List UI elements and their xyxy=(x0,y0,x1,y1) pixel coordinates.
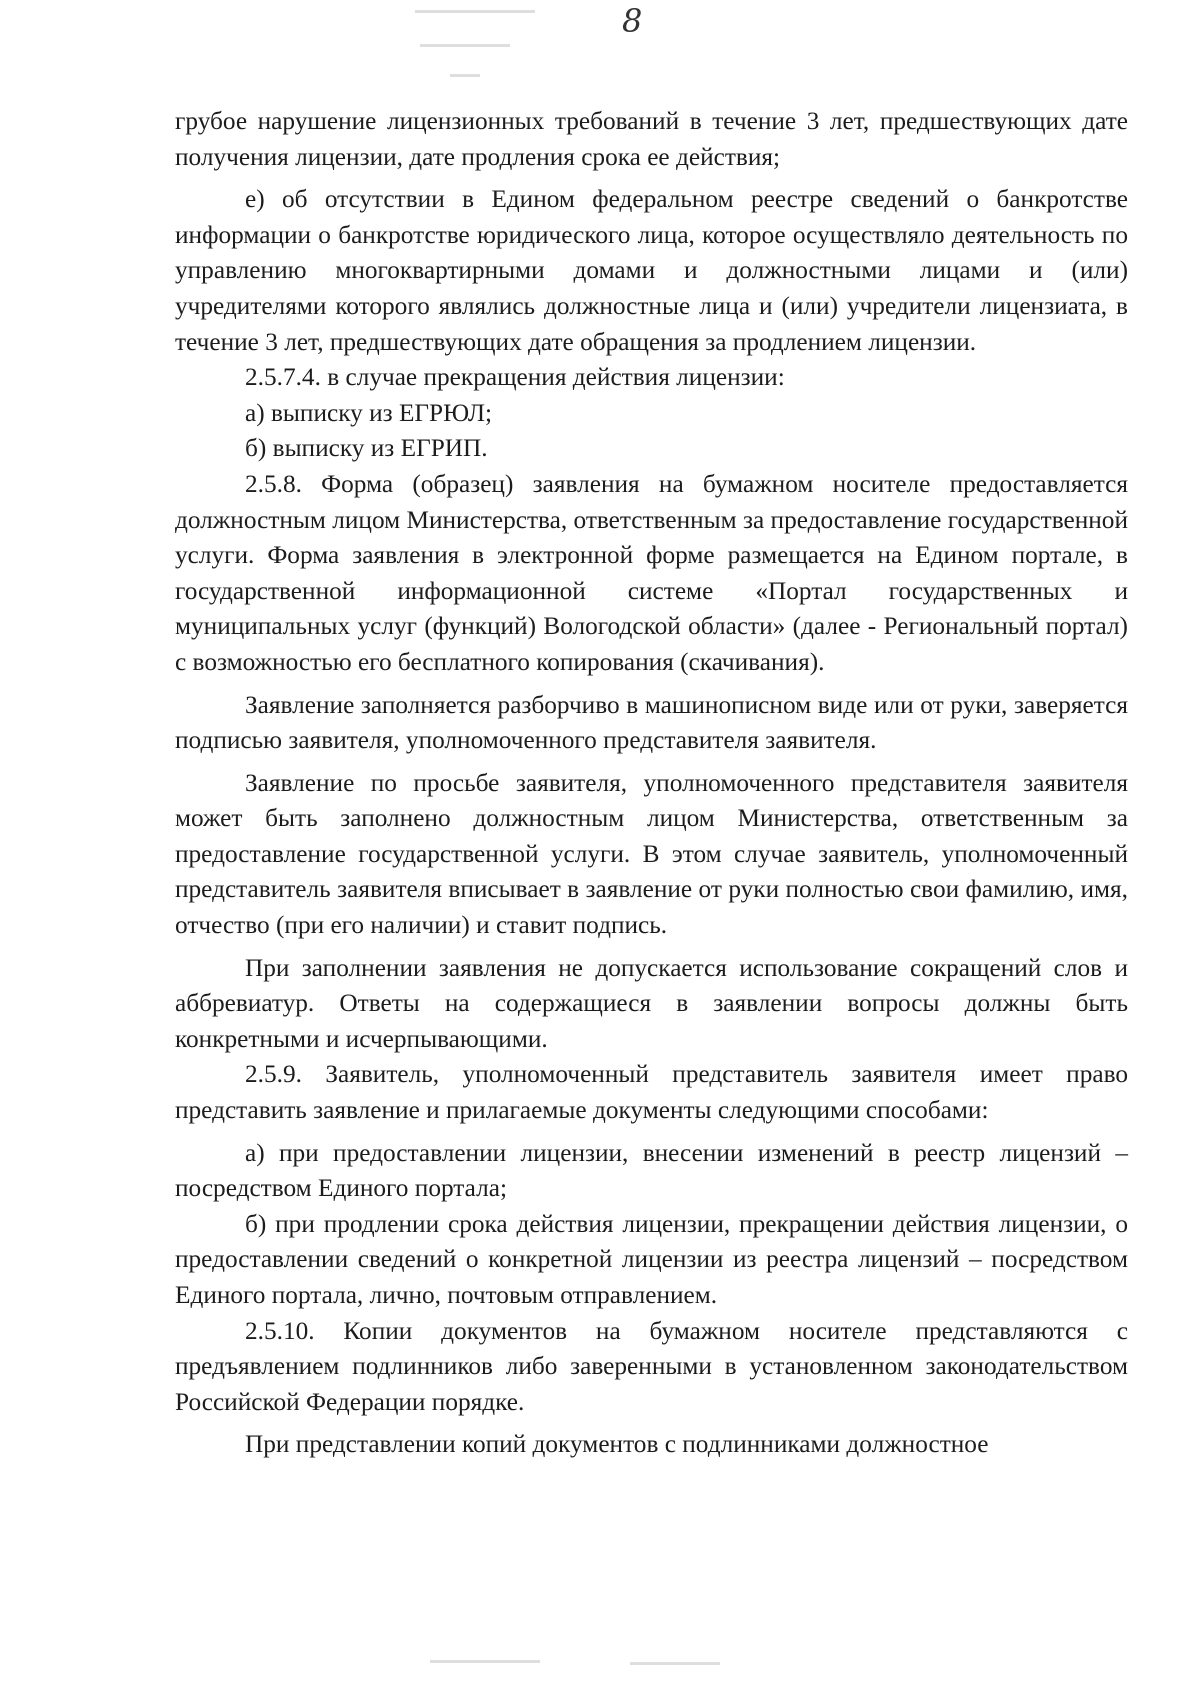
paragraph: 2.5.10. Копии документов на бумажном носителе представляются с предъявлением подлинников либо заверенными в установленном законодательством Российской Федерации порядке. xyxy=(175,1316,1128,1416)
scan-artifact xyxy=(415,10,535,13)
paragraph: При заполнении заявления не допускается использование сокращений слов и аббревиатур. Ответы на содержащиеся в заявлении вопросы должны быть конкретными и исчерпывающими. xyxy=(175,953,1128,1053)
document-body xyxy=(175,104,1128,1463)
paragraph: 2.5.8. Форма (образец) заявления на бумажном носителе предоставляется должностным лицом Министерства, ответственным за предоставление государственной услуги. Форма заявления в электронной форме размещается на Едином портале, в государственной информационной системе «Портал государственных и муниципальных услуг (функций) Вологодской области» (далее - Региональный портал) с возможностью его бесплатного копирования (скачивания). xyxy=(175,469,1128,676)
paragraph: 2.5.7.4. в случае прекращения действия лицензии: xyxy=(245,363,785,392)
paragraph: б) выписку из ЕГРИП. xyxy=(245,434,488,463)
paragraph: б) при продлении срока действия лицензии, прекращении действия лицензии, о предоставлении сведений о конкретной лицензии из реестра лицензий – посредством Единого портала, лично, почтовым отправлением. xyxy=(175,1209,1128,1309)
page-number: 8 xyxy=(622,2,643,40)
scan-artifact xyxy=(430,1660,540,1663)
scan-artifact xyxy=(450,74,480,77)
paragraph: грубое нарушение лицензионных требований в течение 3 лет, предшествующих дате получения лицензии, дате продления срока ее действия; xyxy=(175,107,1128,171)
scan-artifact xyxy=(630,1662,720,1665)
paragraph: а) выписку из ЕГРЮЛ; xyxy=(245,398,493,427)
scan-artifact xyxy=(420,44,510,47)
paragraph: При представлении копий документов с подлинниками должностное xyxy=(245,1430,989,1459)
paragraph: Заявление по просьбе заявителя, уполномоченного представителя заявителя может быть заполнено должностным лицом Министерства, ответственным за предоставление государственной услуги. В этом случае заявитель, уполномоченный представитель заявителя вписывает в заявление от руки полностью свои фамилию, имя, отчество (при его наличии) и ставит подпись. xyxy=(175,768,1128,940)
paragraph: 2.5.9. Заявитель, уполномоченный представитель заявителя имеет право представить заявление и прилагаемые документы следующими способами: xyxy=(175,1060,1128,1125)
paragraph: Заявление заполняется разборчиво в машинописном виде или от руки, заверяется подписью заявителя, уполномоченного представителя заявителя. xyxy=(175,690,1128,755)
paragraph: а) при предоставлении лицензии, внесении изменений в реестр лицензий – посредством Единого портала; xyxy=(175,1138,1128,1203)
paragraph: е) об отсутствии в Едином федеральном реестре сведений о банкротстве информации о банкротстве юридического лица, которое осуществляло деятельность по управлению многоквартирными домами и должностными лицами и (или) учредителями которого являлись должностные лица и (или) учредители лицензиата, в течение 3 лет, предшествующих дате обращения за продлением лицензии. xyxy=(175,185,1128,356)
